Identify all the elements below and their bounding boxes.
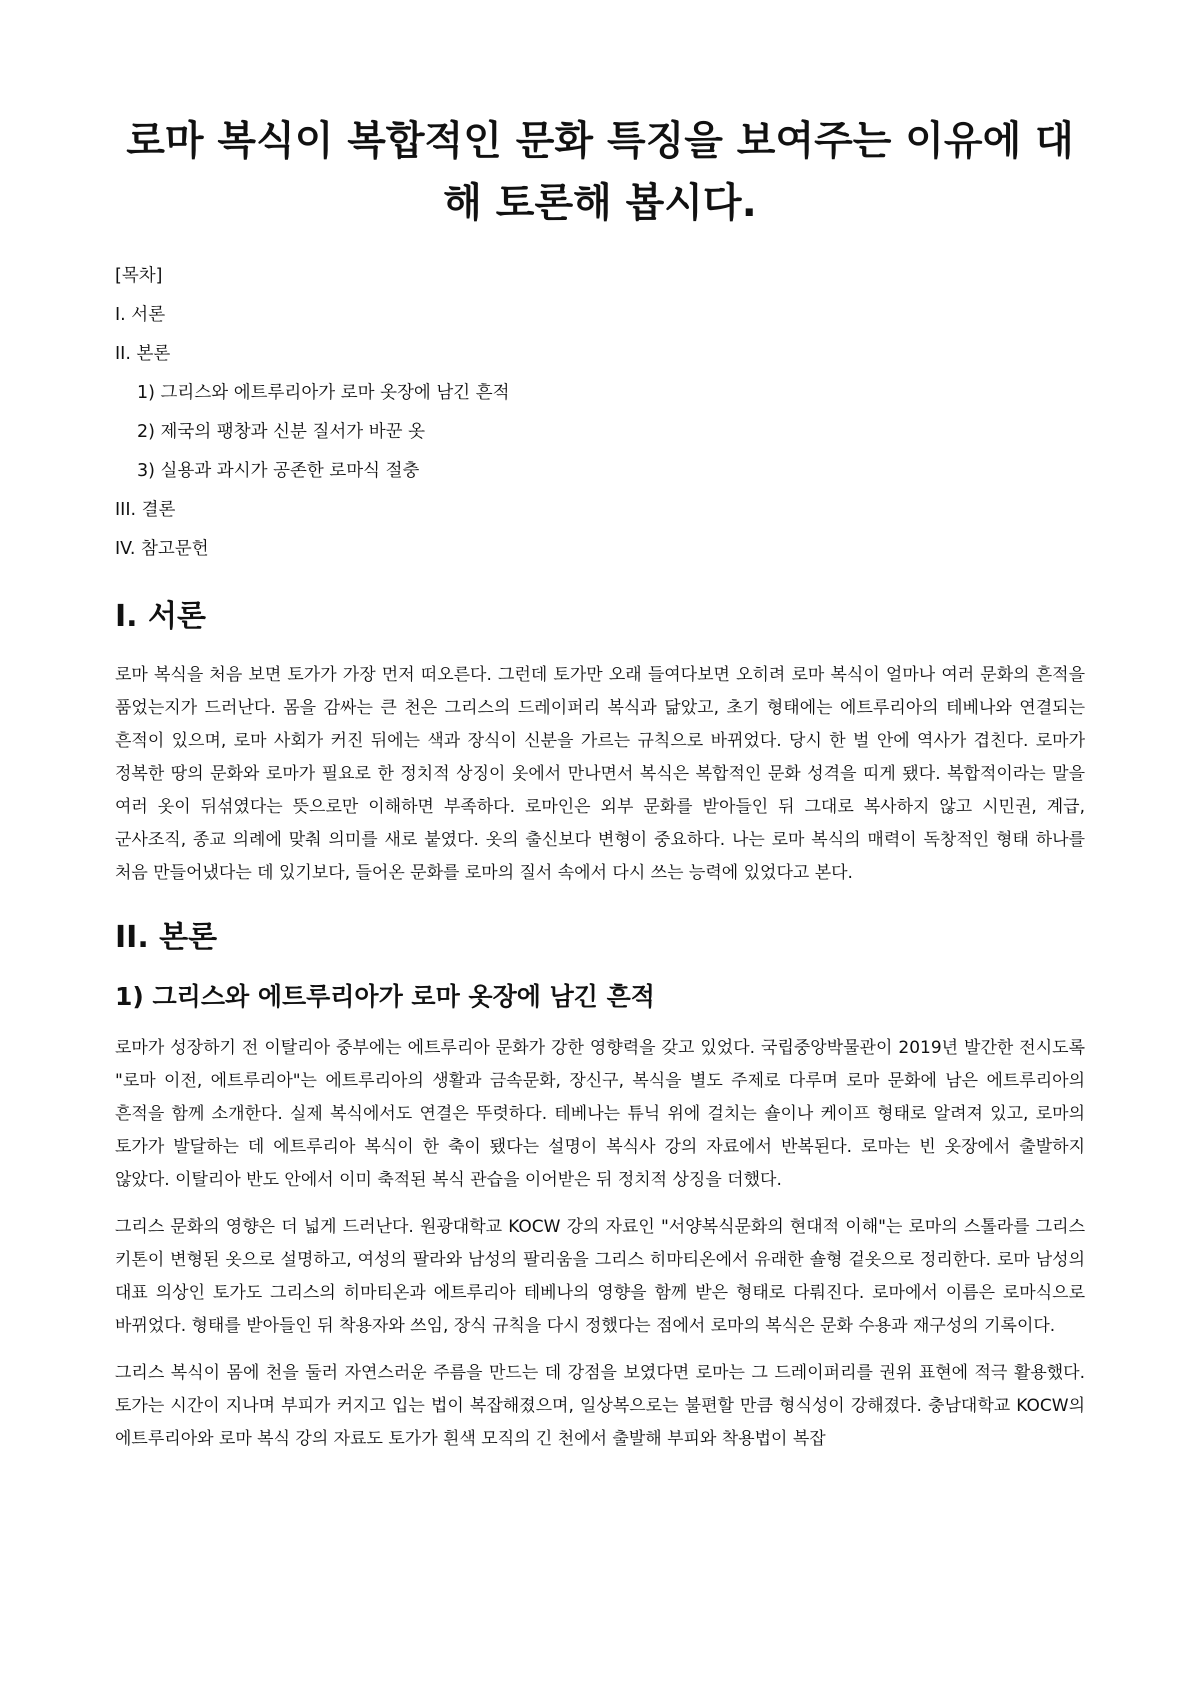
toc-item-references: IV. 참고문헌: [115, 539, 209, 559]
body-paragraph-3: 그리스 복식이 몸에 천을 둘러 자연스러운 주름을 만드는 데 강점을 보였다면 로마는 그 드레이퍼리를 권위 표현에 적극 활용했다. 토가는 시간이 지나며 부피가 커지고 입는 법이 복잡해졌으며, 일상복으로는 불편할 만큼 형식성이 강해졌다. 충남대학교 KOCW의 에트루리아와 로마 복식 강의 자료도 토가가 흰색 모직의 긴 천에서 출발해 부피와 착용법이 복잡: [115, 1363, 1085, 1449]
toc-item-body-1: 1) 그리스와 에트루리아가 로마 옷장에 남긴 흔적: [137, 383, 510, 403]
toc-header: [목차]: [115, 266, 163, 286]
subsection-heading-1: 1) 그리스와 에트루리아가 로마 옷장에 남긴 흔적: [115, 982, 655, 1011]
body-paragraph-2: 그리스 문화의 영향은 더 넓게 드러난다. 원광대학교 KOCW 강의 자료인 "서양복식문화의 현대적 이해"는 로마의 스톨라를 그리스 키톤이 변형된 옷으로 설명하고, 여성의 팔라와 남성의 팔리움을 그리스 히마티온에서 유래한 숄형 겉옷으로 정리한다. 로마 남성의 대표 의상인 토가도 그리스의 히마티온과 에트루리아 테베나의 영향을 함께 받은 형태로 다뤄진다. 로마에서 이름은 로마식으로 바뀌었다. 형태를 받아들인 뒤 착용자와 쓰임, 장식 규칙을 다시 정했다는 점에서 로마의 복식은 문화 수용과 재구성의 기록이다.: [115, 1217, 1085, 1336]
section-heading-body: II. 본론: [115, 920, 218, 955]
section-heading-intro: I. 서론: [115, 599, 206, 634]
intro-paragraph: 로마 복식을 처음 보면 토가가 가장 먼저 떠오른다. 그런데 토가만 오래 들여다보면 오히려 로마 복식이 얼마나 여러 문화의 흔적을 품었는지가 드러난다. 몸을 감싸는 큰 천은 그리스의 드레이퍼리 복식과 닮았고, 초기 형태에는 에트루리아의 테베나와 연결되는 흔적이 있으며, 로마 사회가 커진 뒤에는 색과 장식이 신분을 가르는 규칙으로 바뀌었다. 당시 한 벌 안에 역사가 겹친다. 로마가 정복한 땅의 문화와 로마가 필요로 한 정치적 상징이 옷에서 만나면서 복식은 복합적인 문화 성격을 띠게 됐다. 복합적이라는 말을 여러 옷이 뒤섞였다는 뜻으로만 이해하면 부족하다. 로마인은 외부 문화를 받아들인 뒤 그대로 복사하지 않고 시민권, 계급, 군사조직, 종교 의례에 맞춰 의미를 새로 붙였다. 옷의 출신보다 변형이 중요하다. 나는 로마 복식의 매력이 독창적인 형태 하나를 처음 만들어냈다는 데 있기보다, 들어온 문화를 로마의 질서 속에서 다시 쓰는 능력에 있었다고 본다.: [115, 665, 1085, 883]
toc-item-body-3: 3) 실용과 과시가 공존한 로마식 절충: [137, 461, 420, 481]
toc-item-conclusion: III. 결론: [115, 500, 176, 520]
toc-item-body-2: 2) 제국의 팽창과 신분 질서가 바꾼 옷: [137, 422, 426, 442]
table-of-contents: [115, 264, 1085, 561]
toc-item-body: II. 본론: [115, 344, 171, 364]
toc-item-intro: I. 서론: [115, 305, 166, 325]
body-paragraph-1: 로마가 성장하기 전 이탈리아 중부에는 에트루리아 문화가 강한 영향력을 갖고 있었다. 국립중앙박물관이 2019년 발간한 전시도록 "로마 이전, 에트루리아"는 에트루리아의 생활과 금속문화, 장신구, 복식을 별도 주제로 다루며 로마 문화에 남은 에트루리아의 흔적을 함께 소개한다. 실제 복식에서도 연결은 뚜렷하다. 테베나는 튜닉 위에 걸치는 숄이나 케이프 형태로 알려져 있고, 로마의 토가가 발달하는 데 에트루리아 복식이 한 축이 됐다는 설명이 복식사 강의 자료에서 반복된다. 로마는 빈 옷장에서 출발하지 않았다. 이탈리아 반도 안에서 이미 축적된 복식 관습을 이어받은 뒤 정치적 상징을 더했다.: [115, 1038, 1085, 1190]
document-title: 로마 복식이 복합적인 문화 특징을 보여주는 이유에 대해 토론해 봅시다.: [126, 118, 1074, 226]
